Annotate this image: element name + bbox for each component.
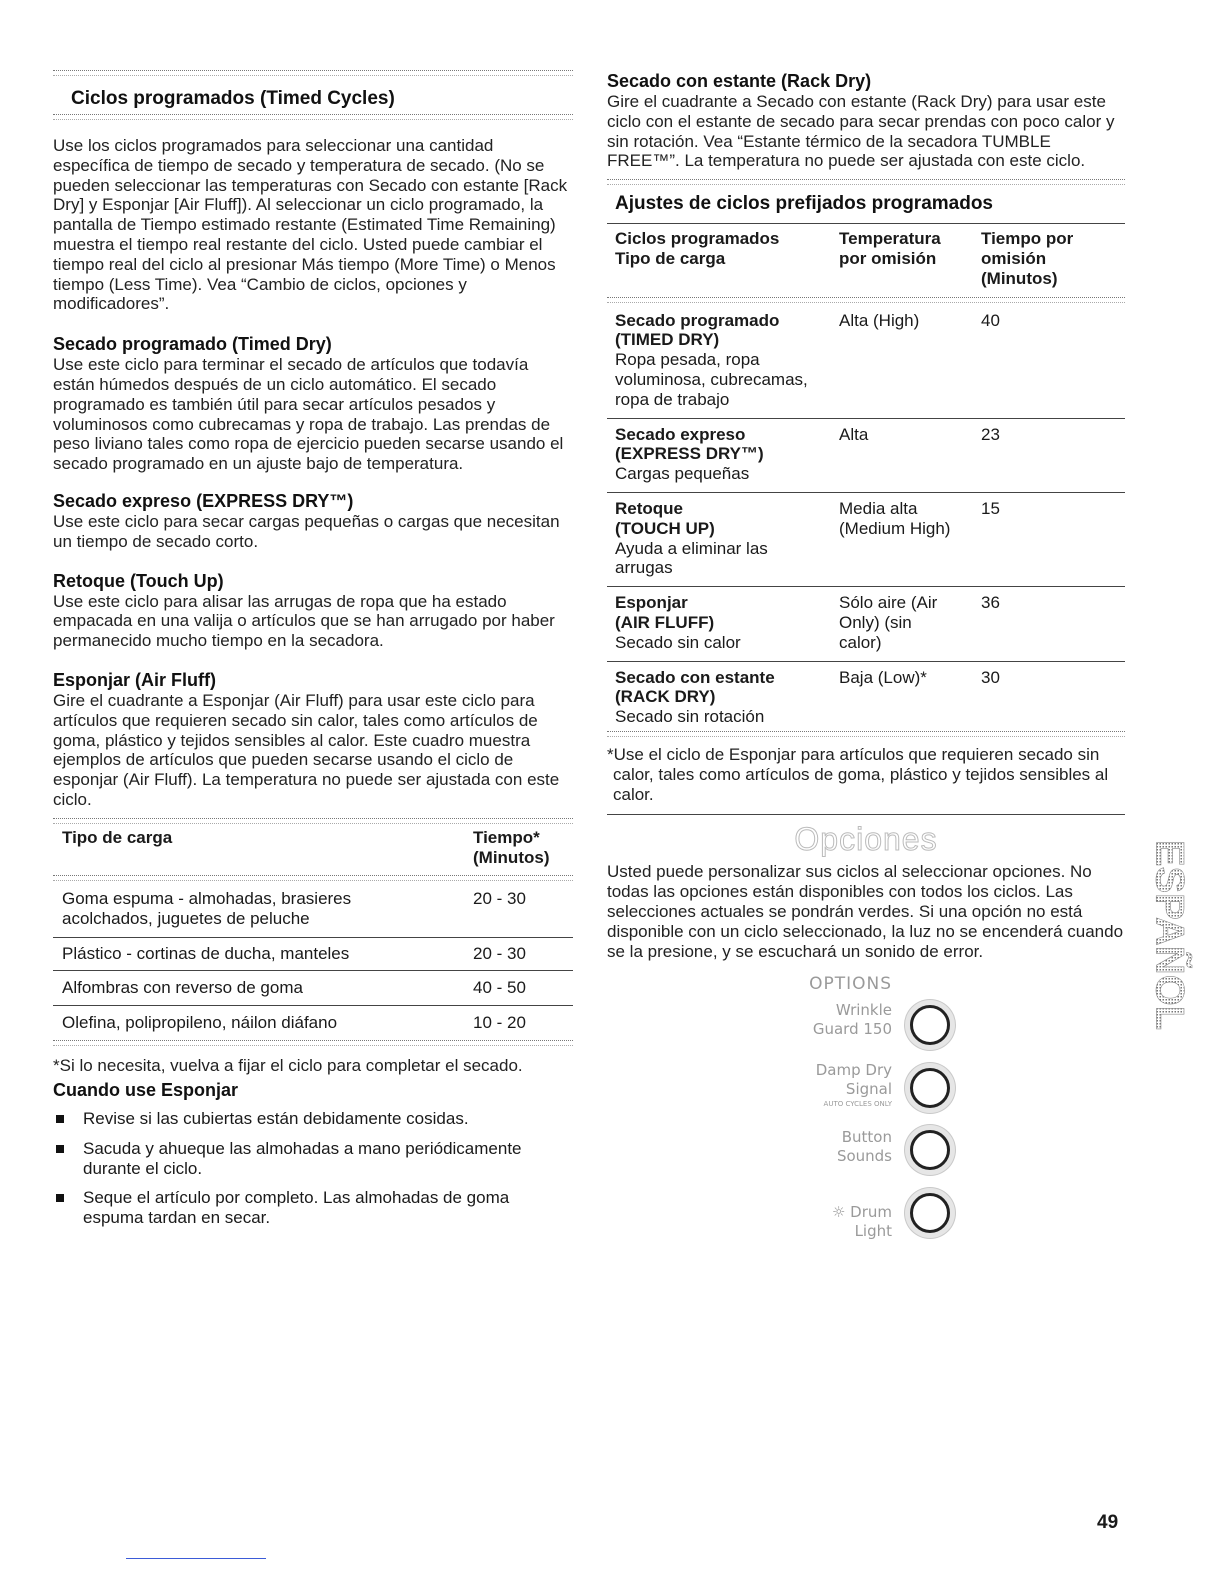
bullet-icon — [56, 1194, 64, 1202]
left-column — [53, 70, 573, 1238]
header-time-line1: Tiempo* — [473, 827, 540, 847]
preset-table-heading: Ajustes de ciclos prefijados programados — [615, 193, 993, 215]
divider — [53, 1040, 573, 1046]
touch-up-heading: Retoque (Touch Up) — [53, 570, 224, 591]
timed-cycles-body: Use los ciclos programados para seleccionar una cantidad específica de tiempo de secado y temperatura de secado. (No se pueden seleccionar las temperaturas con Secado con estante [Rack Dry] y Esponjar [Air Fluff]). Al seleccionar un ciclo programado, la pantalla de Tiempo estimado restante (Estimated Time Remaining) muestra el tiempo real restante del ciclo. Usted puede cambiar el tiempo real del ciclo al presionar Más tiempo (More Time) o Menos tiempo (Less Time). Vea “Cambio de ciclos, opciones y modificadores”. — [53, 136, 568, 314]
cycle-cell — [607, 661, 839, 731]
air-fluff-heading: Esponjar (Air Fluff) — [53, 669, 216, 690]
list-item-text: Sacuda y ahueque las almohadas a mano periódicamente durante el ciclo. — [83, 1138, 522, 1178]
load-type-cell: Plástico - cortinas de ducha, manteles — [62, 943, 350, 963]
table-row — [607, 492, 1125, 586]
temp-cell: Sólo aire (Air Only) (sin calor) — [839, 593, 938, 652]
list-item-text: Revise si las cubiertas están debidamente cosidas. — [83, 1109, 469, 1129]
table-row — [607, 418, 1125, 492]
header-time — [981, 224, 1125, 296]
preset-table-title — [607, 185, 1125, 223]
cycle-name: Secado programado — [615, 310, 780, 330]
table-header-row — [53, 824, 573, 876]
list-item-text: Seque el artículo por completo. Las almohadas de goma espuma tardan en secar. — [83, 1188, 510, 1228]
timed-dry-body: Use este ciclo para terminar el secado de artículos que todavía están húmedos después de un ciclo automático. El secado programado es también útil para secar artículos pesados y voluminosos como cubrecamas y ropa de trabajo. Las prendas de peso liviano tales como ropa de ejercicio pueden secarse usando el secado programado en un ajuste bajo de temperatura. — [53, 355, 564, 474]
drum-light-button[interactable] — [910, 1193, 950, 1233]
damp-label-line2: Signal — [845, 1080, 892, 1098]
express-dry-body: Use este ciclo para secar cargas pequeñas o cargas que necesitan un tiempo de secado corto. — [53, 511, 560, 551]
cycle-name: Secado con estante — [615, 667, 775, 687]
cycle-desc: Secado sin calor — [615, 632, 741, 652]
divider — [607, 814, 1125, 815]
header-time-line2: omisión — [981, 248, 1047, 268]
language-tab-text: ESPAÑOL — [1147, 839, 1192, 1031]
button-sounds-button[interactable] — [910, 1130, 950, 1170]
time-cell: 23 — [981, 424, 1000, 444]
wrinkle-guard-button[interactable] — [910, 1005, 950, 1045]
right-column — [607, 70, 1125, 961]
header-temp-line2: por omisión — [839, 248, 937, 268]
options-panel-title: OPTIONS — [809, 974, 892, 994]
header-time-line2: (Minutos) — [473, 847, 550, 867]
load-time-cell: 20 - 30 — [473, 943, 526, 963]
damp-dry-signal-label — [806, 1061, 892, 1109]
express-dry-heading: Secado expreso (EXPRESS DRY™) — [53, 490, 354, 511]
cycle-name: Esponjar — [615, 593, 688, 613]
header-time — [473, 824, 573, 876]
time-cell: 36 — [981, 593, 1000, 613]
cycle-desc: Ayuda a eliminar las arrugas — [615, 538, 768, 578]
table-header-row — [607, 224, 1125, 296]
options-body: Usted puede personalizar sus ciclos al seleccionar opciones. No todas las opciones están disponibles con todos los ciclos. Las selecciones actuales se pondrán verdes. Si una opción no está disponible con un ciclo seleccionado, la luz no se encenderá cuando se la presione, y se escuchará un sonido de error. — [607, 862, 1124, 961]
time-cell: 40 — [981, 310, 1000, 330]
temp-cell: Alta — [839, 424, 869, 444]
damp-label-line3: AUTO CYCLES ONLY — [823, 1100, 892, 1108]
temp-cell: Baja (Low)* — [839, 667, 927, 687]
options-heading: Opciones — [794, 821, 938, 858]
table-row — [53, 937, 573, 970]
header-cycle — [607, 224, 839, 296]
wrinkle-label-line2: Guard 150 — [812, 1020, 892, 1038]
sounds-label-line1: Button — [841, 1128, 892, 1146]
sounds-label-line2: Sounds — [836, 1147, 892, 1165]
cycle-cell — [607, 587, 839, 661]
language-tab-graphic — [1147, 815, 1192, 1055]
options-panel-illustration — [806, 975, 966, 1245]
list-item — [53, 1188, 573, 1228]
table-row — [607, 661, 1125, 731]
header-temp-line1: Temperatura — [839, 229, 941, 249]
touch-up-body: Use este ciclo para alisar las arrugas de ropa que ha estado empacada en una valija o artículos que se han arrugado por haber permanecido mucho tiempo en la secadora. — [53, 591, 555, 651]
header-load-type: Tipo de carga — [62, 827, 173, 847]
damp-label-line1: Damp Dry — [815, 1061, 892, 1079]
cycle-code: (TIMED DRY) — [615, 330, 720, 350]
load-time-cell: 10 - 20 — [473, 1012, 526, 1032]
footer-rule — [126, 1558, 266, 1559]
table-row — [607, 303, 1125, 418]
load-type-table — [53, 824, 573, 1041]
bullet-icon — [56, 1145, 64, 1153]
wrinkle-label-line1: Wrinkle — [835, 1001, 892, 1019]
cycle-desc: Cargas pequeñas — [615, 464, 750, 484]
load-table-footnote: *Si lo necesita, vuelva a fijar el ciclo para completar el secado. — [53, 1056, 523, 1076]
preset-cycles-table — [607, 224, 1125, 731]
list-item — [53, 1139, 573, 1179]
divider — [53, 114, 573, 120]
table-row — [53, 1005, 573, 1040]
temp-cell: Media alta (Medium High) — [839, 498, 951, 538]
page-number: 49 — [1097, 1512, 1119, 1533]
timed-cycles-heading: Ciclos programados (Timed Cycles) — [71, 88, 395, 109]
cycle-code: (AIR FLUFF) — [615, 612, 715, 632]
timed-dry-heading: Secado programado (Timed Dry) — [53, 334, 332, 355]
cycle-code: (RACK DRY) — [615, 687, 716, 707]
divider — [607, 731, 1125, 737]
rack-dry-heading: Secado con estante (Rack Dry) — [607, 71, 872, 91]
cycle-cell — [607, 418, 839, 492]
cycle-code: (TOUCH UP) — [615, 518, 715, 538]
time-cell: 30 — [981, 667, 1000, 687]
preset-table-footnote: *Use el ciclo de Esponjar para artículos que requieren secado sin calor, tales como artículos de goma, plástico y tejidos sensibles al calor. — [607, 744, 1109, 804]
table-row — [53, 970, 573, 1005]
table-row — [53, 881, 573, 937]
rack-dry-body: Gire el cuadrante a Secado con estante (Rack Dry) para usar este ciclo con el estante de secado para secar prendas con poco calor y sin rotación. Vea “Estante térmico de la secadora TUMBLE FREE™”. La temperatura no puede ser ajustada con este ciclo. — [607, 92, 1115, 171]
cycle-desc: Ropa pesada, ropa voluminosa, cubrecamas, ropa de trabajo — [615, 350, 808, 409]
load-time-cell: 20 - 30 — [473, 889, 526, 909]
header-cycle-line2: Tipo de carga — [615, 248, 726, 268]
table-row — [607, 587, 1125, 661]
temp-cell: Alta (High) — [839, 310, 920, 330]
load-time-cell: 40 - 50 — [473, 977, 526, 997]
header-temp — [839, 224, 981, 296]
language-side-tab — [1147, 815, 1192, 1055]
cycle-desc: Secado sin rotación — [615, 707, 765, 727]
list-item — [53, 1109, 573, 1129]
header-time-line3: (Minutos) — [981, 268, 1058, 288]
when-air-fluff-heading: Cuando use Esponjar — [53, 1080, 239, 1101]
drum-light-label — [806, 1203, 892, 1241]
air-fluff-body: Gire el cuadrante a Esponjar (Air Fluff) para usar este ciclo para artículos que requieren secado sin calor, tales como artículos de goma, plástico y tejidos sensibles al calor. Este cuadro muestra ejemplos de artículos que pueden secarse usando el ciclo de esponjar (Air Fluff). La temperatura no puede ser ajustada con este ciclo. — [53, 690, 560, 809]
drum-light-text: Drum Light — [850, 1203, 892, 1240]
bullet-icon — [56, 1115, 64, 1123]
load-type-cell: Olefina, polipropileno, náilon diáfano — [62, 1012, 338, 1032]
header-cycle-line1: Ciclos programados — [615, 229, 780, 249]
air-fluff-tips-list — [53, 1109, 573, 1228]
load-type-cell: Alfombras con reverso de goma — [62, 977, 303, 997]
header-time-line1: Tiempo por — [981, 229, 1074, 249]
load-type-cell: Goma espuma - almohadas, brasieres acolchados, juguetes de peluche — [62, 889, 352, 929]
time-cell: 15 — [981, 498, 1000, 518]
sun-icon: ☼ — [831, 1203, 846, 1221]
damp-dry-signal-button[interactable] — [910, 1068, 950, 1108]
cycle-code: (EXPRESS DRY™) — [615, 444, 764, 464]
cycle-cell — [607, 303, 839, 418]
cycle-cell — [607, 492, 839, 586]
cycle-name: Secado expreso — [615, 424, 746, 444]
wrinkle-guard-label — [806, 1001, 892, 1039]
button-sounds-label — [806, 1128, 892, 1166]
cycle-name: Retoque — [615, 498, 683, 518]
